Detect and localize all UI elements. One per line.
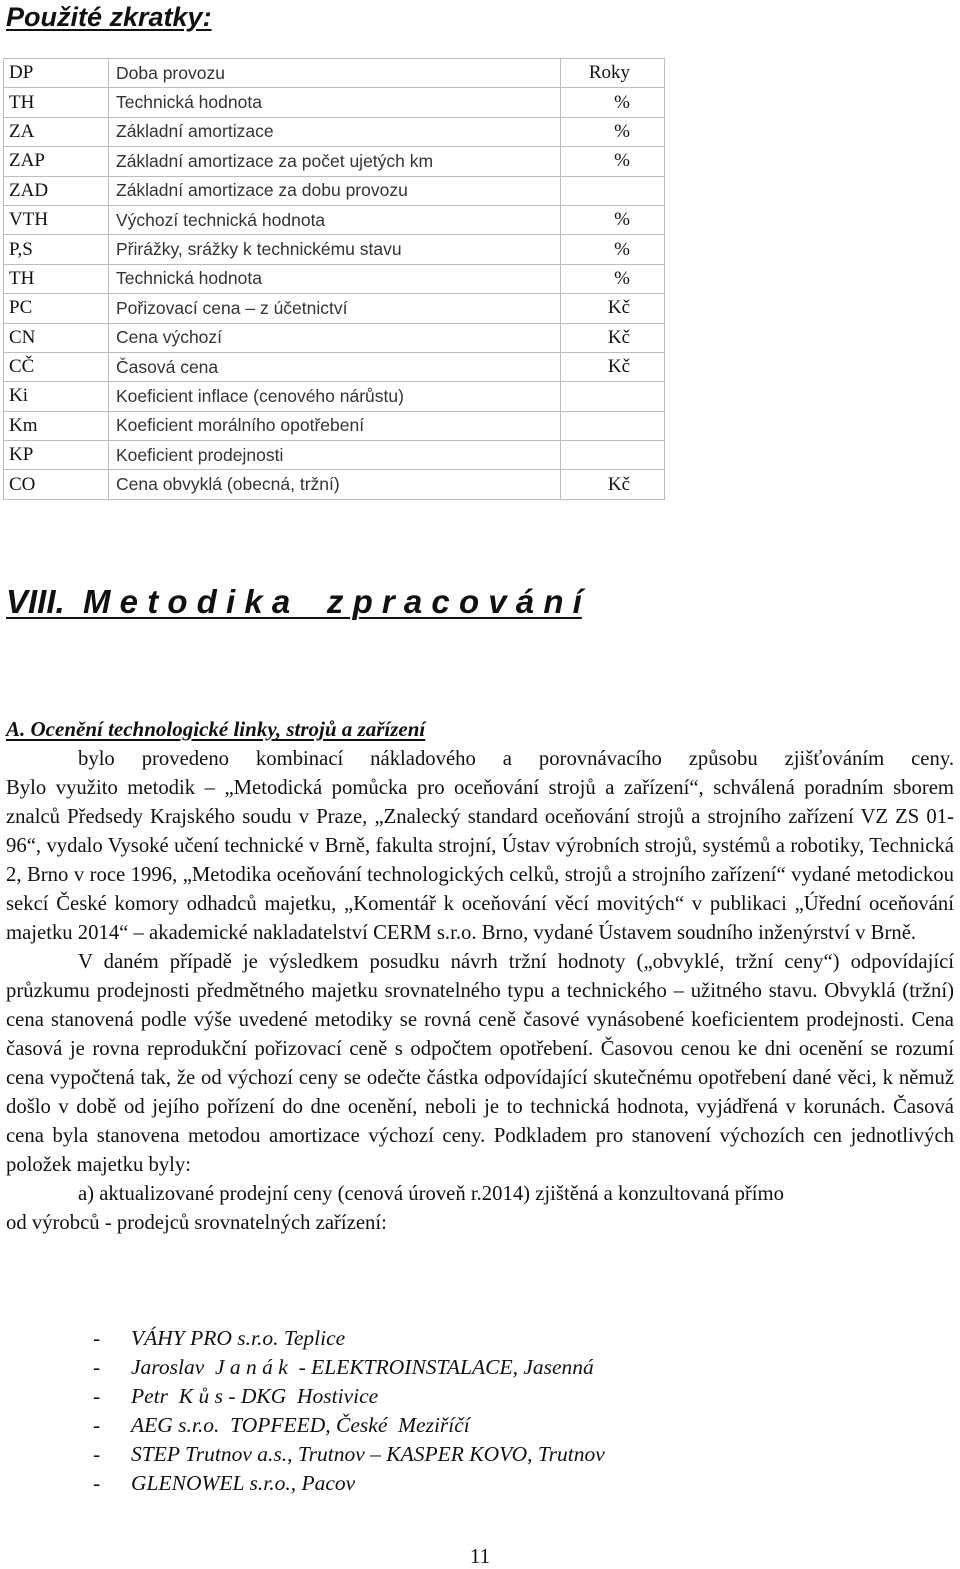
abbreviation-unit: % bbox=[561, 117, 665, 146]
section-heading: VIII. M e t o d i k a z p r a c o v á n í bbox=[6, 583, 582, 620]
abbreviation-code: KP bbox=[4, 441, 109, 470]
abbreviation-meaning: Přirážky, srážky k technickému stavu bbox=[109, 235, 561, 264]
abbreviation-meaning: Koeficient morálního opotřebení bbox=[109, 411, 561, 440]
abbreviation-code: DP bbox=[4, 59, 109, 88]
abbreviation-meaning: Časová cena bbox=[109, 352, 561, 381]
abbreviation-code: CN bbox=[4, 323, 109, 352]
abbreviation-code: P,S bbox=[4, 235, 109, 264]
abbreviation-code: ZAP bbox=[4, 147, 109, 176]
abbreviation-row bbox=[4, 264, 665, 293]
page-number: 11 bbox=[469, 1544, 491, 1568]
abbreviation-code: PC bbox=[4, 294, 109, 323]
body-text bbox=[6, 745, 954, 1238]
item-a-continuation: od výrobců - prodejců srovnatelných zařízení: bbox=[6, 1212, 387, 1234]
supplier-name: GLENOWEL s.r.o., Pacov bbox=[131, 1471, 356, 1495]
supplier-item bbox=[93, 1440, 605, 1469]
supplier-name: Jaroslav J a n á k - ELEKTROINSTALACE, Jasenná bbox=[131, 1355, 594, 1379]
abbreviation-row bbox=[4, 205, 665, 234]
abbreviation-meaning: Cena obvyklá (obecná, tržní) bbox=[109, 470, 561, 499]
abbreviation-unit: Roky bbox=[561, 59, 665, 88]
abbreviation-row bbox=[4, 294, 665, 323]
paragraph-1: Bylo využito metodik – „Metodická pomůcka pro oceňování strojů a zařízení“, schválená poradním sborem znalců Předsedy Krajského soudu v Praze, „Znalecký standard oceňování strojů a strojního zařízení VZ ZS 01-96“, vydalo Vysoké učení technické v Brně, fakulta strojní, Ústav výrobních strojů, systémů a robotiky, Technická 2, Brno v roce 1996, „Metodika oceňování technologických celků, strojů a strojního zařízení“ vydané metodickou sekcí České komory odhadců majetku, „Komentář k oceňování věcí movitých“ v publikaci „Úřední oceňování majetku 2014“ – akademické nakladatelství CERM s.r.o. Brno, vydané Ústavem soudního inženýrství v Brně. bbox=[6, 777, 954, 944]
abbreviation-row bbox=[4, 470, 665, 499]
abbreviation-unit bbox=[561, 382, 665, 411]
supplier-item bbox=[93, 1382, 605, 1411]
abbreviation-row bbox=[4, 235, 665, 264]
list-dash: - bbox=[93, 1384, 101, 1408]
supplier-name: AEG s.r.o. TOPFEED, České Meziříčí bbox=[131, 1413, 470, 1437]
abbreviation-code: Ki bbox=[4, 382, 109, 411]
abbreviation-code: Km bbox=[4, 411, 109, 440]
abbreviation-meaning: Pořizovací cena – z účetnictví bbox=[109, 294, 561, 323]
list-dash: - bbox=[93, 1442, 101, 1466]
abbreviation-row bbox=[4, 88, 665, 117]
abbreviation-code: VTH bbox=[4, 205, 109, 234]
abbreviations-table bbox=[3, 58, 665, 500]
abbreviation-unit: % bbox=[561, 235, 665, 264]
supplier-list bbox=[93, 1324, 605, 1498]
abbreviations-table-body bbox=[4, 59, 665, 500]
abbreviation-code: CČ bbox=[4, 352, 109, 381]
abbreviation-unit bbox=[561, 176, 665, 205]
abbreviation-row bbox=[4, 441, 665, 470]
supplier-name: Petr K ů s - DKG Hostivice bbox=[131, 1384, 379, 1408]
abbreviation-meaning: Technická hodnota bbox=[109, 88, 561, 117]
abbreviation-meaning: Koeficient inflace (cenového nárůstu) bbox=[109, 382, 561, 411]
abbreviation-unit: Kč bbox=[561, 470, 665, 499]
abbreviation-meaning: Základní amortizace za počet ujetých km bbox=[109, 147, 561, 176]
paragraph-2: V daném případě je výsledkem posudku návrh tržní hodnoty („obvyklé, tržní ceny“) odpovídající průzkumu prodejnosti předmětného majetku srovnatelného typu a technického – užitného stavu. Obvyklá (tržní) cena stanovená podle výše uvedené metodiky se rovná ceně časové vynásobené koeficientem prodejnosti. Cena časová je rovna reprodukční pořizovací ceně s odpočtem opotřebení. Časovou cenou ke dni ocenění se rozumí cena vypočtená tak, že od výchozí ceny se odečte částka odpovídající skutečnému opotřebení dané věci, k němuž došlo v době od jejího pořízení do dne ocenění, neboli je to technická hodnota, vyjádřená v korunách. Časová cena byla stanovena metodou amortizace výchozí ceny. Podkladem pro stanovení výchozích cen jednotlivých položek majetku byly: bbox=[6, 951, 954, 1176]
supplier-item bbox=[93, 1324, 605, 1353]
abbreviation-meaning: Základní amortizace bbox=[109, 117, 561, 146]
abbreviation-row bbox=[4, 382, 665, 411]
abbreviation-meaning: Koeficient prodejnosti bbox=[109, 441, 561, 470]
abbreviation-code: TH bbox=[4, 264, 109, 293]
abbreviation-unit bbox=[561, 411, 665, 440]
abbreviation-meaning: Technická hodnota bbox=[109, 264, 561, 293]
abbreviation-unit: % bbox=[561, 147, 665, 176]
abbreviation-unit: % bbox=[561, 205, 665, 234]
abbreviation-code: ZAD bbox=[4, 176, 109, 205]
supplier-item bbox=[93, 1411, 605, 1440]
list-dash: - bbox=[93, 1471, 101, 1495]
abbreviation-row bbox=[4, 59, 665, 88]
list-dash: - bbox=[93, 1355, 101, 1379]
paragraph-1-first-line: bylo provedeno kombinací nákladového a porovnávacího způsobu zjišťováním ceny. bbox=[78, 748, 954, 770]
abbreviation-code: TH bbox=[4, 88, 109, 117]
abbreviation-unit: % bbox=[561, 264, 665, 293]
abbreviation-code: ZA bbox=[4, 117, 109, 146]
abbreviation-meaning: Základní amortizace za dobu provozu bbox=[109, 176, 561, 205]
item-a-first-line: a) aktualizované prodejní ceny (cenová úroveň r.2014) zjištěná a konzultovaná přímo bbox=[78, 1183, 784, 1205]
abbreviation-row bbox=[4, 411, 665, 440]
abbreviation-code: CO bbox=[4, 470, 109, 499]
abbreviation-row bbox=[4, 323, 665, 352]
abbreviation-row bbox=[4, 176, 665, 205]
abbreviation-unit: Kč bbox=[561, 323, 665, 352]
subsection-heading: A. Ocenění technologické linky, strojů a zařízení bbox=[6, 717, 426, 741]
abbreviation-row bbox=[4, 117, 665, 146]
supplier-name: STEP Trutnov a.s., Trutnov – KASPER KOVO, Trutnov bbox=[131, 1442, 605, 1466]
abbreviation-row bbox=[4, 147, 665, 176]
abbreviation-unit bbox=[561, 441, 665, 470]
abbreviation-meaning: Výchozí technická hodnota bbox=[109, 205, 561, 234]
abbreviation-meaning: Cena výchozí bbox=[109, 323, 561, 352]
supplier-item bbox=[93, 1353, 605, 1382]
abbreviation-unit: Kč bbox=[561, 294, 665, 323]
supplier-item bbox=[93, 1469, 605, 1498]
supplier-name: VÁHY PRO s.r.o. Teplice bbox=[131, 1326, 346, 1350]
abbreviation-unit: Kč bbox=[561, 352, 665, 381]
page-heading: Použité zkratky: bbox=[6, 2, 212, 32]
abbreviation-row bbox=[4, 352, 665, 381]
abbreviation-unit: % bbox=[561, 88, 665, 117]
list-dash: - bbox=[93, 1326, 101, 1350]
list-dash: - bbox=[93, 1413, 101, 1437]
abbreviation-meaning: Doba provozu bbox=[109, 59, 561, 88]
